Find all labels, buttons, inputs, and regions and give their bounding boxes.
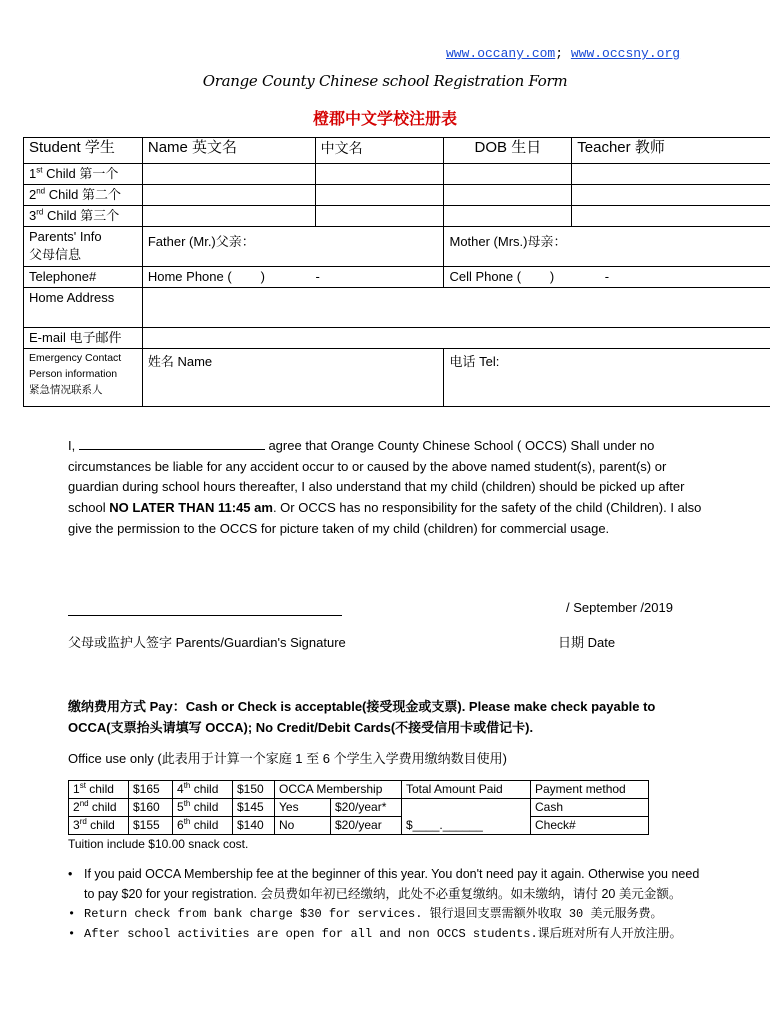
- child-1-label: 1st Child 第一个: [24, 164, 143, 185]
- membership-yes-price: $20/year*: [331, 799, 402, 817]
- registration-table: [23, 137, 770, 407]
- payment-instructions: [68, 696, 708, 738]
- agreement-prefix: I,: [68, 438, 79, 453]
- parents-info-label: Parents' Info 父母信息: [24, 227, 143, 267]
- header-name: Name 英文名: [142, 138, 315, 164]
- emergency-contact-label: Emergency Contact Person information 紧急情况联系人: [24, 349, 143, 407]
- child-2-dob-field[interactable]: [444, 185, 572, 206]
- child-1-chinese-name-field[interactable]: [315, 164, 444, 185]
- fee-child-3-price: $155: [129, 817, 173, 835]
- date-label: 日期 Date: [558, 635, 616, 650]
- form-title-chinese: 橙郡中文学校注册表: [312, 111, 457, 128]
- home-phone-field[interactable]: Home Phone ( ) -: [142, 267, 444, 288]
- bullet-icon: •: [68, 927, 76, 941]
- notes-list: [68, 864, 708, 944]
- header-student: Student 学生: [24, 138, 143, 164]
- payment-check-option[interactable]: Check#: [531, 817, 649, 835]
- total-amount-field[interactable]: $____.______: [402, 817, 531, 835]
- fee-child-1-price: $165: [129, 781, 173, 799]
- website-link-occsny[interactable]: www.occsny.org: [570, 46, 681, 61]
- link-separator: ;: [555, 46, 564, 61]
- total-paid-header: Total Amount Paid: [402, 781, 531, 799]
- signature-line[interactable]: [68, 600, 342, 616]
- fee-table: [68, 780, 649, 835]
- signature-date: / September /2019: [566, 600, 673, 615]
- bullet-icon: •: [68, 867, 73, 881]
- child-1-name-field[interactable]: [142, 164, 315, 185]
- agreement-text-2: . Or OCCS has no responsibility for the safety of the child (Children). I also give the permission to the OCCS for picture taken of my child (children) for commercial usage.: [68, 500, 702, 536]
- home-address-label: Home Address: [24, 288, 143, 328]
- fee-child-5-price: $145: [233, 799, 275, 817]
- header-chinese-name: 中文名: [315, 138, 444, 164]
- fee-child-5-label: 5th child: [173, 799, 233, 817]
- membership-header: OCCA Membership: [275, 781, 402, 799]
- membership-yes-option[interactable]: Yes: [275, 799, 331, 817]
- header-links: [446, 46, 680, 61]
- note-membership: • If you paid OCCA Membership fee at the beginner of this year. You don't need pay it again. Otherwise you need to pay $20 for your registration. 会员费如年初已经缴纳，此处不必重复缴纳。如未缴纳，请付 20 美元金额。: [68, 864, 708, 904]
- fee-child-3-label: 3rd child: [69, 817, 129, 835]
- signature-label: 父母或监护人签字 Parents/Guardian's Signature: [68, 635, 346, 650]
- note-returned-check: • Return check from bank charge $30 for services. 银行退回支票需额外收取 30 美元服务费。: [68, 904, 708, 924]
- total-paid-cell: [402, 799, 531, 817]
- email-field[interactable]: [142, 328, 770, 349]
- child-2-name-field[interactable]: [142, 185, 315, 206]
- child-3-teacher-field[interactable]: [572, 206, 770, 227]
- website-link-occany[interactable]: www.occany.com: [446, 46, 556, 61]
- header-teacher: Teacher 教师: [572, 138, 770, 164]
- office-use-note: Office use only (此表用于计算一个家庭 1 至 6 个学生入学费用缴纳数目使用): [68, 751, 507, 766]
- note-after-school: • After school activities are open for all and non OCCS students.课后班对所有人开放注册。: [68, 924, 708, 944]
- child-3-name-field[interactable]: [142, 206, 315, 227]
- child-2-teacher-field[interactable]: [572, 185, 770, 206]
- email-label: E-mail 电子邮件: [24, 328, 143, 349]
- child-3-chinese-name-field[interactable]: [315, 206, 444, 227]
- child-2-label: 2nd Child 第二个: [24, 185, 143, 206]
- child-1-teacher-field[interactable]: [572, 164, 770, 185]
- snack-cost-note: Tuition include $10.00 snack cost.: [68, 837, 249, 851]
- child-3-label: 3rd Child 第三个: [24, 206, 143, 227]
- cell-phone-field[interactable]: Cell Phone ( ) -: [444, 267, 770, 288]
- membership-no-option[interactable]: No: [275, 817, 331, 835]
- payment-method-header: Payment method: [531, 781, 649, 799]
- fee-child-4-label: 4th child: [173, 781, 233, 799]
- guardian-name-blank[interactable]: [79, 438, 265, 450]
- home-address-field[interactable]: [142, 288, 770, 328]
- fee-child-2-price: $160: [129, 799, 173, 817]
- fee-child-4-price: $150: [233, 781, 275, 799]
- father-field[interactable]: Father (Mr.)父亲：: [142, 227, 444, 267]
- agreement-paragraph: [68, 436, 708, 540]
- child-1-dob-field[interactable]: [444, 164, 572, 185]
- emergency-tel-field[interactable]: 电话 Tel:: [444, 349, 770, 407]
- agreement-text-1: agree that Orange County Chinese School ( OCCS) Shall under no circumstances be liable for any accident occur to or caused by the above named student(s), parent(s) or guardian during school hours thereafter, I also understand that my child (children) should be picked up after school: [68, 438, 685, 516]
- header-dob: DOB 生日: [444, 138, 572, 164]
- payment-cash-option[interactable]: Cash: [531, 799, 649, 817]
- fee-child-6-label: 6th child: [173, 817, 233, 835]
- payment-line-2: OCCA(支票抬头请填写 OCCA); No Credit/Debit Cards(不接受信用卡或借记卡).: [68, 720, 534, 735]
- child-2-chinese-name-field[interactable]: [315, 185, 444, 206]
- bullet-icon: •: [68, 907, 76, 921]
- telephone-label: Telephone#: [24, 267, 143, 288]
- form-title-english: Orange County Chinese school Registration Form: [202, 72, 568, 90]
- mother-field[interactable]: Mother (Mrs.)母亲：: [444, 227, 770, 267]
- fee-child-1-label: 1st child: [69, 781, 129, 799]
- fee-child-6-price: $140: [233, 817, 275, 835]
- pickup-deadline: NO LATER THAN 11:45 am: [109, 500, 273, 516]
- fee-child-2-label: 2nd child: [69, 799, 129, 817]
- child-3-dob-field[interactable]: [444, 206, 572, 227]
- payment-line-1: 缴纳费用方式 Pay：Cash or Check is acceptable(接受现金或支票). Please make check payable to: [68, 699, 656, 714]
- emergency-name-field[interactable]: 姓名 Name: [142, 349, 444, 407]
- membership-no-price: $20/year: [331, 817, 402, 835]
